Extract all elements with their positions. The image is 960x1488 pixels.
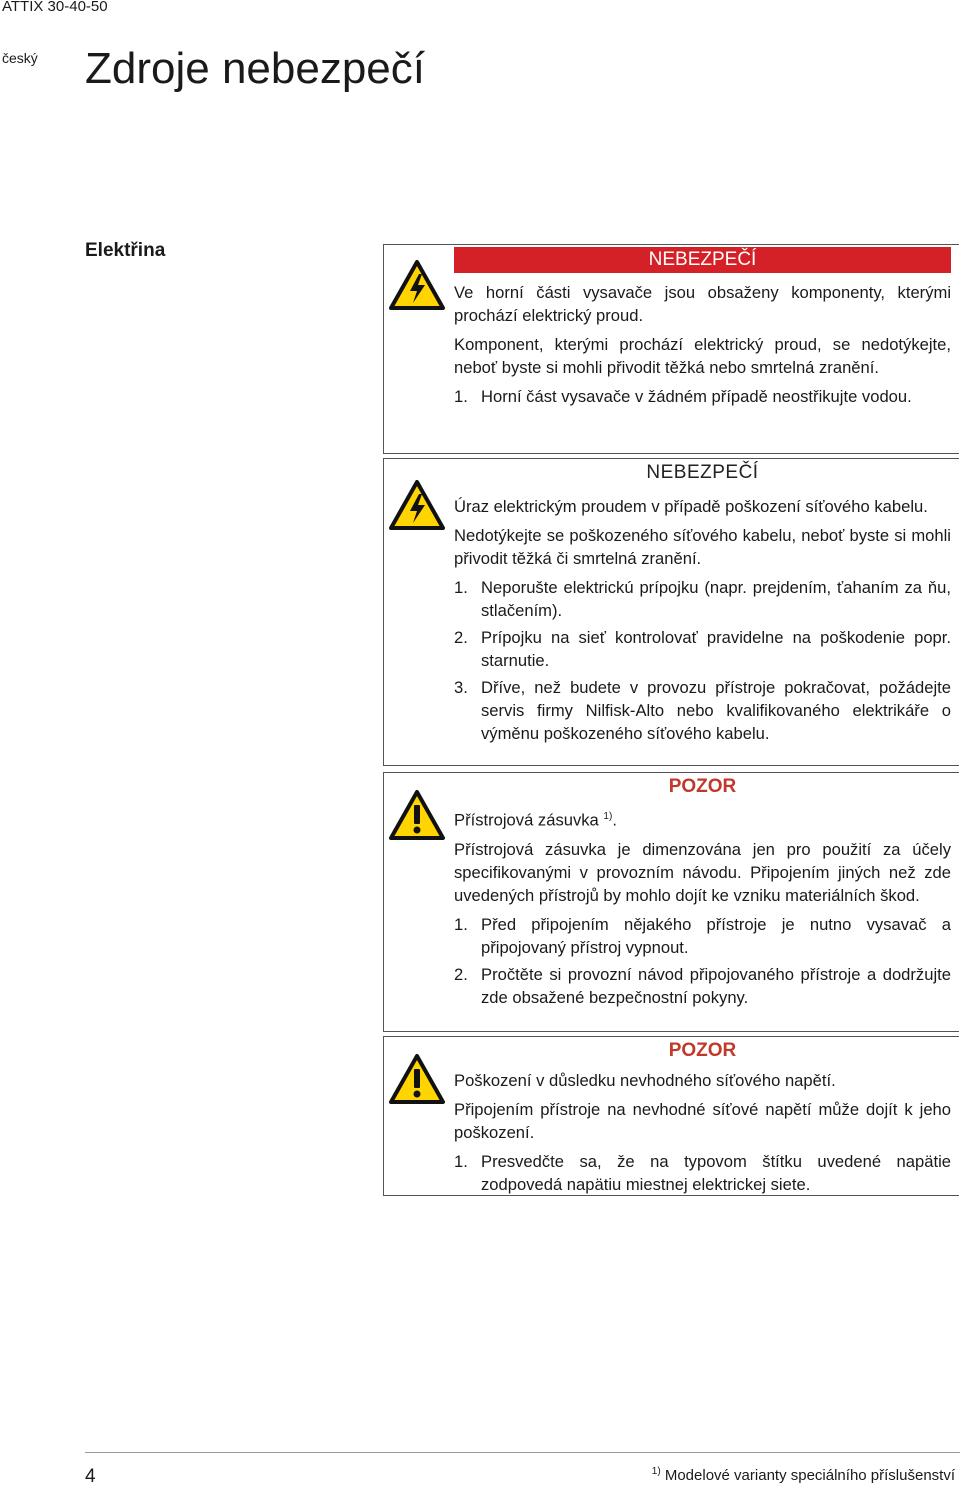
list-item: 2. Pročtěte si provozní návod připojovaného přístroje a dodržujte zde obsažené bezpečnostní pokyny. [454,964,951,1007]
list-item: 2. Prípojku na sieť kontrolovať pravidelne na poškodenie popr. starnutie. [454,628,951,670]
caution-heading: POZOR [668,776,737,797]
paragraph: Přístrojová zásuvka je dimenzována jen pro použití za účely specifikovanými v provozním návodu. Připojením jiných než zde uvedených přístrojů by mohlo dojít ke vzniku materiálních škod. [454,839,951,905]
danger-box-2 [383,458,959,766]
model-name: ATTIX 30-40-50 [2,0,108,15]
warning-exclamation-icon [388,789,446,841]
paragraph: Komponent, kterými prochází elektrický proud, se nedotýkejte, neboť byste si mohli přivodit těžká nebo smrtelná zranění. [454,335,951,377]
warning-exclamation-icon [388,1053,446,1105]
footer-divider [85,1452,960,1453]
paragraph: Přístrojová zásuvka $^{1)}$. [454,810,617,830]
paragraph: Nedotýkejte se poškozeného síťového kabelu, neboť byste si mohli přivodit těžká či smrtelná zranění. [454,526,951,568]
list-item: 1. Neporušte elektrickú prípojku (napr. prejdením, ťahaním za ňu, stlačením). [454,578,951,620]
danger-heading: NEBEZPEČÍ [646,462,759,483]
list-item: 1. Horní část vysavače v žádném případě neostřikujte vodou. [454,387,912,406]
caution-box-1 [383,772,959,1032]
list-item: 3. Dříve, než budete v provozu přístroje pokračovat, požádejte servis firmy Nilfisk-Alto nebo kvalifikovaného elektrikáře o výměnu poškozeného síťového kabelu. [454,678,951,743]
list-item: 1. Před připojením nějakého přístroje je nutno vysavač a připojovaný přístroj vypnout. [454,914,951,957]
danger-heading: NEBEZPEČÍ [454,247,951,273]
paragraph: Připojením přístroje na nevhodné síťové napětí může dojít k jeho poškození. [454,1100,951,1142]
danger-box-1 [383,244,959,454]
list-item: 1. Presvedčte sa, že na typovom štítku uvedené napätie zodpovedá napätiu miestnej elektrickej siete. [454,1152,951,1194]
electric-hazard-icon [388,259,446,311]
paragraph: Úraz elektrickým proudem v případě poškození síťového kabelu. [454,497,928,516]
paragraph: Ve horní části vysavače jsou obsaženy komponenty, kterými prochází elektrický proud. [454,283,951,325]
language-label: český [2,50,38,66]
paragraph: Poškození v důsledku nevhodného síťového napětí. [454,1071,836,1090]
page-title: Zdroje nebezpečí [85,44,425,93]
footnote: $^{1)}$ Modelové varianty speciálního příslušenství [651,1466,955,1484]
caution-heading: POZOR [668,1040,737,1061]
section-label: Elektřina [85,240,166,261]
page-number: 4 [85,1466,96,1487]
electric-hazard-icon [388,479,446,531]
caution-box-2 [383,1036,959,1196]
